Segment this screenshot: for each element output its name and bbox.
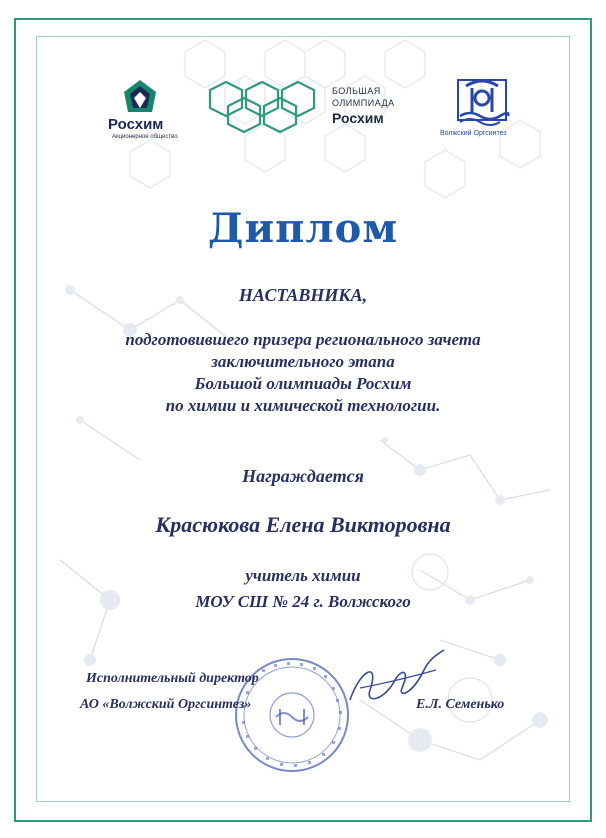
recipient-name: Красюкова Елена Викторовна	[155, 512, 451, 537]
signatory-name: Е.Л. Семенько	[416, 697, 505, 712]
olympiad-line2: ОЛИМПИАДА	[332, 98, 395, 108]
recipient-school: МОУ СШ № 24 г. Волжского	[195, 592, 411, 611]
description-line-2: заключительного этапа	[211, 352, 395, 371]
olympiad-line3: Росхим	[332, 110, 384, 126]
roskhim-logo	[100, 78, 180, 148]
roskhim-subtitle: Акционерное общество	[112, 134, 178, 140]
roskhim-emblem-icon	[100, 78, 180, 118]
orgsintez-emblem-icon	[452, 76, 512, 128]
olympiad-logo	[204, 78, 414, 138]
diploma-subtitle: НАСТАВНИКА,	[238, 285, 368, 305]
description-line-3: Большой олимпиады Росхим	[194, 374, 412, 393]
roskhim-name: Росхим	[108, 116, 164, 133]
awarded-label: Награждается	[242, 466, 364, 486]
orgsintez-name: Волжский Оргсинтез	[440, 130, 507, 137]
description-line-1: подготовившего призера регионального зачета	[125, 330, 481, 349]
description-line-4: по химии и химической технологии.	[165, 396, 441, 415]
recipient-position: учитель химии	[245, 566, 361, 585]
diploma-title: Диплом	[207, 205, 399, 252]
olympiad-line1: БОЛЬШАЯ	[332, 86, 381, 96]
olympic-rings-icon	[204, 78, 322, 134]
signatory-role: Исполнительный директор	[86, 671, 259, 686]
signatory-organization: АО «Волжский Оргсинтез»	[80, 697, 252, 712]
orgsintez-logo	[440, 76, 520, 146]
